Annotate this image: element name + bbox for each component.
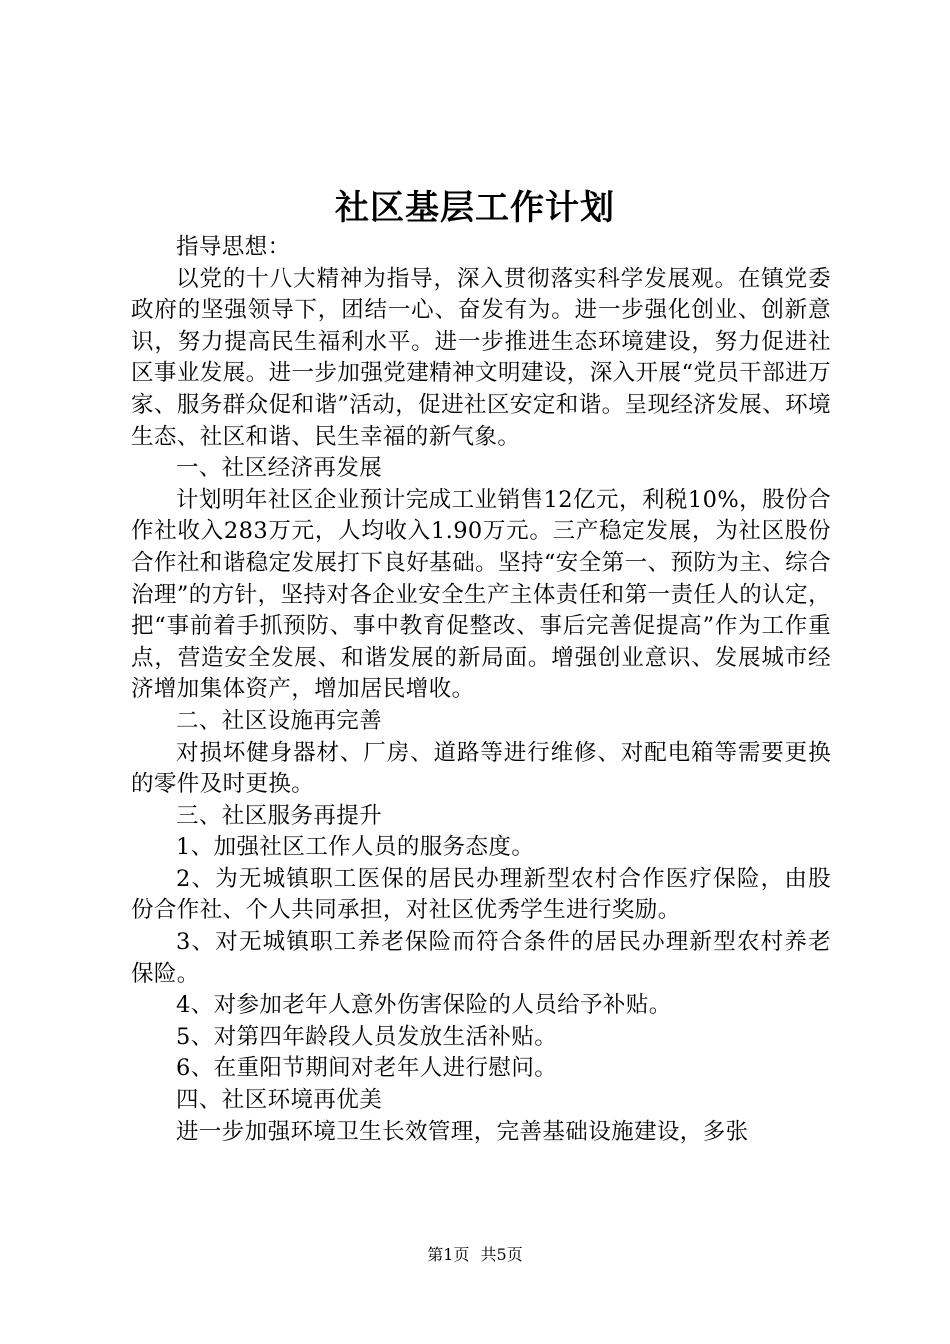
page-footer [0,1243,950,1267]
paragraph-economy-text: 计划明年社区企业预计完成工业销售12亿元，利税10%，股份合作社收入283万元，人均收入1.90万元。三产稳定发展，为社区股份合作社和谐稳定发展打下良好基础。坚持“安全第一、预防为主、综合治理”的方针，坚持对各企业安全生产主体责任和第一责任人的认定，把“事前着手抓预防、事中教育促整改、事后完善促提高”作为工作重点，营造安全发展、和谐发展的新局面。增强创业意识、发展城市经济增加集体资产，增加居民增收。 [131,486,831,703]
list-item-service-6: 6、在重阳节期间对老年人进行慰问。 [176,1055,558,1082]
paragraph-guiding-text: 以党的十八大精神为指导，深入贯彻落实科学发展观。在镇党委政府的坚强领导下，团结一心、奋发有为。进一步强化创业、创新意识，努力提高民生福利水平。进一步推进生态环境建设，努力促进社区事业发展。进一步加强党建精神文明建设，深入开展“党员干部进万家、服务群众促和谐”活动，促进社区安定和谐。呈现经济发展、环境生态、社区和谐、民生幸福的新气象。 [131,265,831,450]
list-item-service-4: 4、对参加老年人意外伤害保险的人员给予补贴。 [176,992,672,1019]
section-heading-services: 三、社区服务再提升 [176,802,383,829]
section-heading-economy: 一、社区经济再发展 [176,455,383,482]
document-body [131,232,831,1148]
section-heading-facilities: 二、社区设施再完善 [176,707,383,734]
list-item-service-3: 3、对无城镇职工养老保险而符合条件的居民办理新型农村养老保险。 [131,929,831,987]
paragraph-facilities-text: 对损坏健身器材、厂房、道路等进行维修、对配电箱等需要更换的零件及时更换。 [131,739,831,798]
page-total: 共5页 [480,1245,523,1264]
list-item-service-5: 5、对第四年龄段人员发放生活补贴。 [176,1023,558,1050]
section-heading-environment: 四、社区环境再优美 [176,1087,383,1114]
list-item-service-1: 1、加强社区工作人员的服务态度。 [176,834,535,861]
paragraph-environment-text: 进一步加强环境卫生长效管理，完善基础设施建设，多张 [176,1118,749,1145]
paragraph-guiding-heading: 指导思想： [176,234,291,260]
document-title: 社区基层工作计划 [335,188,615,228]
page-number: 第1页 [427,1245,470,1264]
list-item-service-2: 2、为无城镇职工医保的居民办理新型农村合作医疗保险，由股份合作社、个人共同承担，对社区优秀学生进行奖励。 [131,865,831,924]
